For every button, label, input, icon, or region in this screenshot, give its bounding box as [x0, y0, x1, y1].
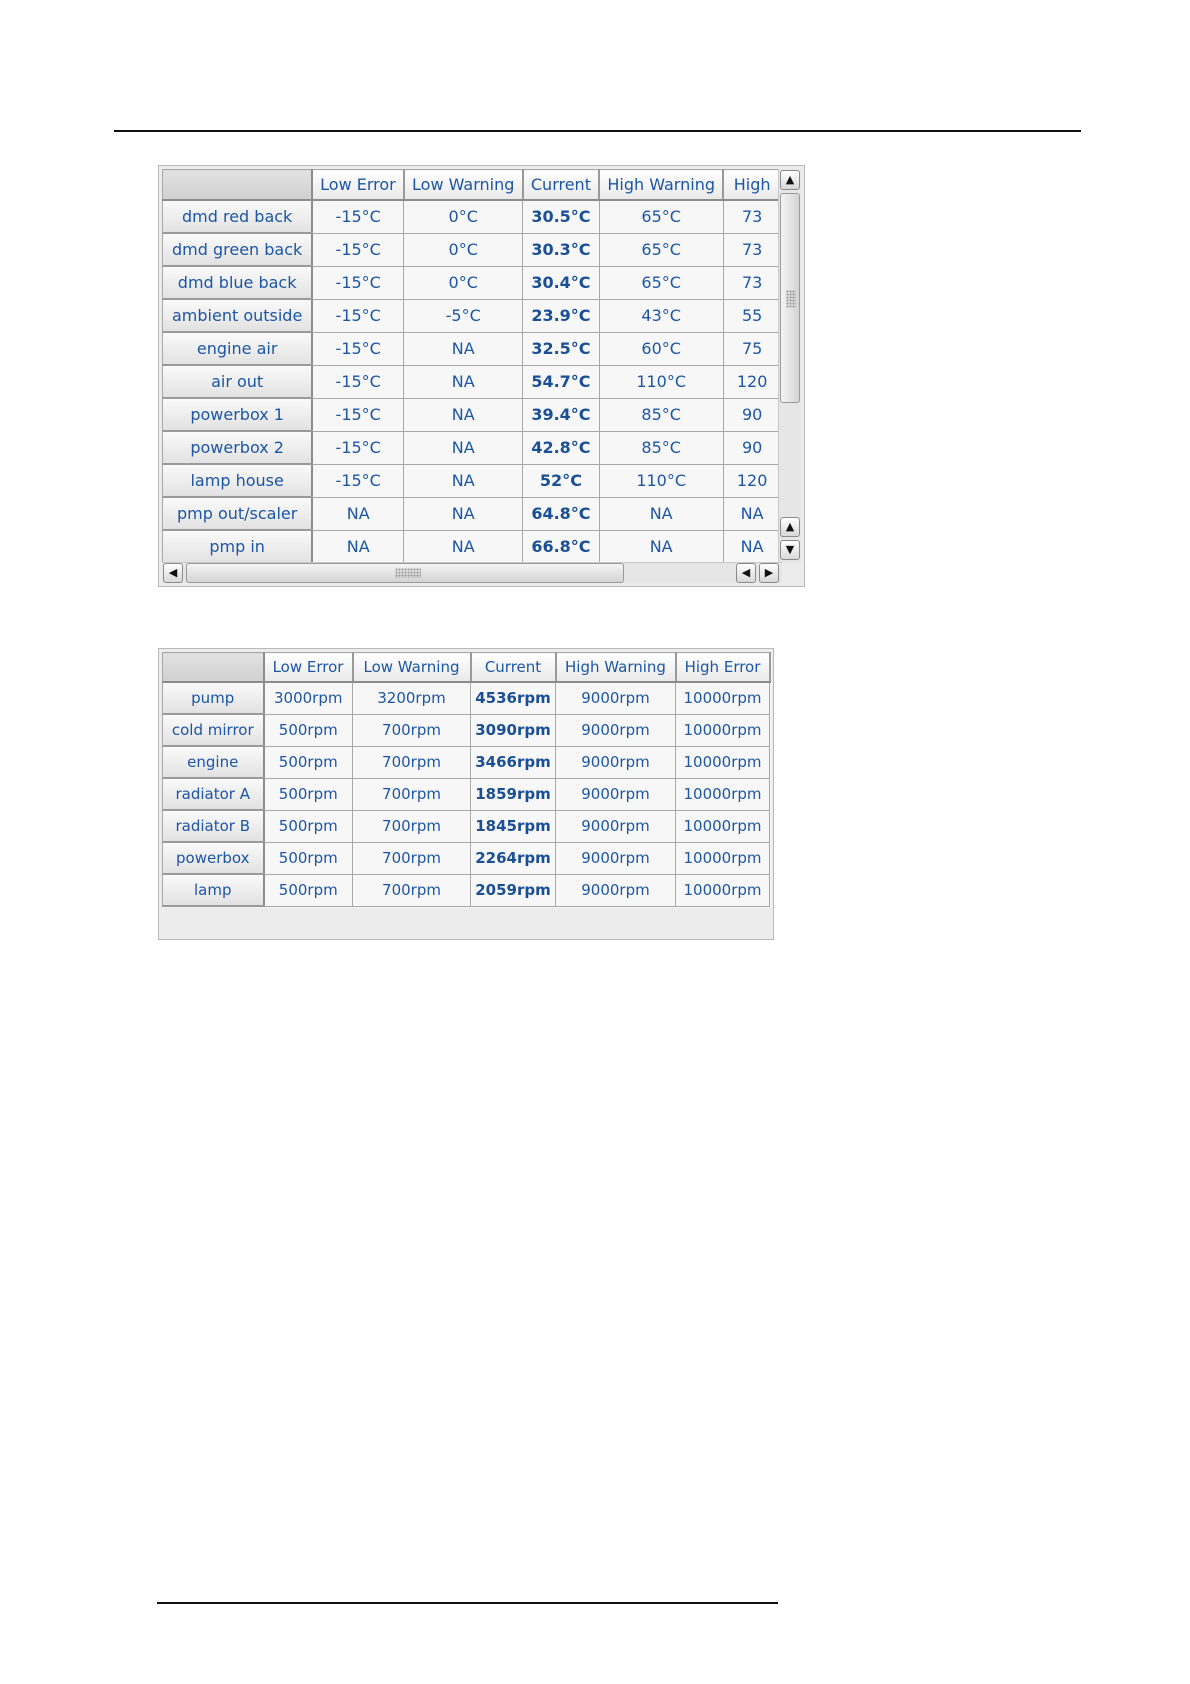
cell-high-error: 10000rpm [676, 746, 770, 778]
cell-low-error: -15°C [312, 233, 403, 266]
cell-high-error: 10000rpm [676, 874, 770, 906]
fan-speed-table-panel [158, 648, 774, 940]
table-row [163, 810, 770, 842]
cell-current: 30.3°C [523, 233, 599, 266]
table-row [163, 233, 782, 266]
cell-low-error: 500rpm [264, 714, 353, 746]
row-header[interactable]: dmd red back [163, 200, 313, 233]
table-row [163, 778, 770, 810]
col-header-current[interactable]: Current [471, 653, 556, 683]
grip-icon [786, 290, 796, 308]
table-row [163, 714, 770, 746]
cell-high-warning: 9000rpm [556, 682, 676, 714]
temperature-header-row [163, 170, 782, 201]
scroll-up-button-lower[interactable] [780, 517, 800, 537]
cell-current: 64.8°C [523, 497, 599, 530]
cell-high: 90 [723, 431, 781, 464]
cell-high-warning: 65°C [599, 233, 723, 266]
row-header[interactable]: dmd blue back [163, 266, 313, 299]
cell-high-warning: 9000rpm [556, 842, 676, 874]
arrow-right-icon: ▶ [764, 566, 774, 579]
row-header[interactable]: ambient outside [163, 299, 313, 332]
cell-low-warning: NA [404, 398, 523, 431]
row-header[interactable]: radiator B [163, 810, 264, 842]
cell-current: 32.5°C [523, 332, 599, 365]
cell-low-warning: NA [404, 530, 523, 563]
cell-low-error: 500rpm [264, 842, 353, 874]
cell-high-warning: NA [599, 497, 723, 530]
cell-low-error: 500rpm [264, 874, 353, 906]
cell-high-warning: 85°C [599, 398, 723, 431]
cell-current: 30.4°C [523, 266, 599, 299]
cell-low-error: -15°C [312, 464, 403, 497]
cell-high-warning: 110°C [599, 464, 723, 497]
cell-low-warning: NA [404, 497, 523, 530]
fan-header-row [163, 653, 770, 683]
cell-low-error: -15°C [312, 431, 403, 464]
cell-current: 54.7°C [523, 365, 599, 398]
table-row [163, 299, 782, 332]
cell-low-error: -15°C [312, 365, 403, 398]
table-row [163, 842, 770, 874]
cell-high-warning: 43°C [599, 299, 723, 332]
row-header[interactable]: radiator A [163, 778, 264, 810]
cell-high-warning: 9000rpm [556, 746, 676, 778]
col-header-low-warning[interactable]: Low Warning [404, 170, 523, 201]
fan-speed-table [162, 652, 771, 907]
arrow-down-icon: ▼ [785, 543, 795, 556]
table-row [163, 497, 782, 530]
cell-low-warning: 3200rpm [353, 682, 471, 714]
row-header[interactable]: pump [163, 682, 264, 714]
row-header[interactable]: powerbox 2 [163, 431, 313, 464]
table-row [163, 746, 770, 778]
cell-low-error: -15°C [312, 299, 403, 332]
cell-high-error: 10000rpm [676, 682, 770, 714]
row-header[interactable]: powerbox 1 [163, 398, 313, 431]
fan-speed-table-viewport[interactable] [162, 652, 772, 908]
scroll-left-button-right[interactable] [736, 563, 756, 583]
cell-high-error: 10000rpm [676, 714, 770, 746]
scroll-right-button[interactable] [759, 563, 779, 583]
cell-low-error: 500rpm [264, 778, 353, 810]
col-header-low-error[interactable]: Low Error [312, 170, 403, 201]
cell-high-warning: 85°C [599, 431, 723, 464]
cell-low-warning: -5°C [404, 299, 523, 332]
row-header[interactable]: dmd green back [163, 233, 313, 266]
cell-high-warning: 65°C [599, 200, 723, 233]
table-row [163, 365, 782, 398]
row-header[interactable]: lamp [163, 874, 264, 906]
cell-low-warning: NA [404, 431, 523, 464]
cell-current: 42.8°C [523, 431, 599, 464]
cell-high: 73 [723, 266, 781, 299]
col-header-high-warning[interactable]: High Warning [556, 653, 676, 683]
row-header[interactable]: engine [163, 746, 264, 778]
col-header-low-error[interactable]: Low Error [264, 653, 353, 683]
table-row [163, 874, 770, 906]
cell-low-error: -15°C [312, 266, 403, 299]
table-row [163, 431, 782, 464]
cell-low-warning: 700rpm [353, 842, 471, 874]
cell-low-error: 500rpm [264, 810, 353, 842]
cell-low-error: NA [312, 530, 403, 563]
arrow-left-icon: ◀ [741, 566, 751, 579]
horizontal-scrollbar[interactable] [162, 562, 782, 583]
cell-low-warning: 0°C [404, 233, 523, 266]
table-row [163, 332, 782, 365]
cell-low-error: 3000rpm [264, 682, 353, 714]
cell-low-warning: 0°C [404, 200, 523, 233]
header-rule [114, 130, 1081, 132]
temperature-table-panel [158, 165, 805, 587]
cell-low-warning: 700rpm [353, 778, 471, 810]
cell-current: 1845rpm [471, 810, 556, 842]
cell-current: 39.4°C [523, 398, 599, 431]
row-header[interactable]: pmp in [163, 530, 313, 563]
table-row [163, 682, 770, 714]
table-row [163, 266, 782, 299]
cell-low-warning: 700rpm [353, 810, 471, 842]
cell-low-warning: NA [404, 332, 523, 365]
cell-low-warning: 700rpm [353, 746, 471, 778]
row-header[interactable]: pmp out/scaler [163, 497, 313, 530]
cell-low-error: 500rpm [264, 746, 353, 778]
row-header[interactable]: engine air [163, 332, 313, 365]
cell-current: 30.5°C [523, 200, 599, 233]
col-header-current[interactable]: Current [523, 170, 599, 201]
cell-high: 75 [723, 332, 781, 365]
table-row [163, 200, 782, 233]
table-row [163, 530, 782, 563]
cell-high-warning: 9000rpm [556, 778, 676, 810]
cell-high-warning: 9000rpm [556, 714, 676, 746]
scroll-left-button[interactable] [163, 563, 183, 583]
cell-current: 2264rpm [471, 842, 556, 874]
cell-high: 73 [723, 200, 781, 233]
row-header[interactable]: air out [163, 365, 313, 398]
col-header-high-warning[interactable]: High Warning [599, 170, 723, 201]
table-corner [163, 653, 264, 683]
scroll-down-button[interactable] [780, 540, 800, 560]
col-header-high-error[interactable]: High Error [676, 653, 770, 683]
cell-high-warning: 110°C [599, 365, 723, 398]
row-header[interactable]: lamp house [163, 464, 313, 497]
cell-low-error: -15°C [312, 398, 403, 431]
cell-low-warning: NA [404, 365, 523, 398]
row-header[interactable]: cold mirror [163, 714, 264, 746]
arrow-left-icon: ◀ [168, 566, 178, 579]
cell-high: 120 [723, 365, 781, 398]
table-row [163, 464, 782, 497]
scroll-up-button[interactable] [780, 170, 800, 190]
vertical-scroll-thumb[interactable] [780, 193, 800, 403]
cell-low-warning: 700rpm [353, 874, 471, 906]
cell-low-warning: 0°C [404, 266, 523, 299]
cell-low-warning: 700rpm [353, 714, 471, 746]
cell-high-error: 10000rpm [676, 810, 770, 842]
grip-icon [395, 568, 421, 578]
cell-high: NA [723, 497, 781, 530]
cell-high-warning: 9000rpm [556, 810, 676, 842]
cell-low-error: -15°C [312, 200, 403, 233]
cell-high: NA [723, 530, 781, 563]
cell-current: 52°C [523, 464, 599, 497]
cell-low-error: NA [312, 497, 403, 530]
vertical-scrollbar[interactable] [778, 169, 801, 563]
cell-high-warning: 9000rpm [556, 874, 676, 906]
arrow-up-icon: ▲ [785, 173, 795, 186]
cell-high: 73 [723, 233, 781, 266]
cell-current: 2059rpm [471, 874, 556, 906]
row-header[interactable]: powerbox [163, 842, 264, 874]
cell-current: 23.9°C [523, 299, 599, 332]
cell-current: 3466rpm [471, 746, 556, 778]
cell-high: 90 [723, 398, 781, 431]
cell-low-error: -15°C [312, 332, 403, 365]
cell-high-warning: NA [599, 530, 723, 563]
cell-high: 55 [723, 299, 781, 332]
arrow-up-icon: ▲ [785, 520, 795, 533]
cell-high-error: 10000rpm [676, 778, 770, 810]
table-corner [163, 170, 313, 201]
footer-rule [157, 1602, 778, 1604]
temperature-table [162, 169, 782, 563]
cell-current: 66.8°C [523, 530, 599, 563]
temperature-table-viewport[interactable] [162, 169, 782, 563]
cell-current: 3090rpm [471, 714, 556, 746]
cell-low-warning: NA [404, 464, 523, 497]
cell-current: 1859rpm [471, 778, 556, 810]
cell-high-warning: 65°C [599, 266, 723, 299]
horizontal-scroll-thumb[interactable] [186, 563, 624, 583]
col-header-low-warning[interactable]: Low Warning [353, 653, 471, 683]
col-header-high[interactable]: High [723, 170, 781, 201]
cell-current: 4536rpm [471, 682, 556, 714]
cell-high: 120 [723, 464, 781, 497]
cell-high-error: 10000rpm [676, 842, 770, 874]
table-row [163, 398, 782, 431]
cell-high-warning: 60°C [599, 332, 723, 365]
